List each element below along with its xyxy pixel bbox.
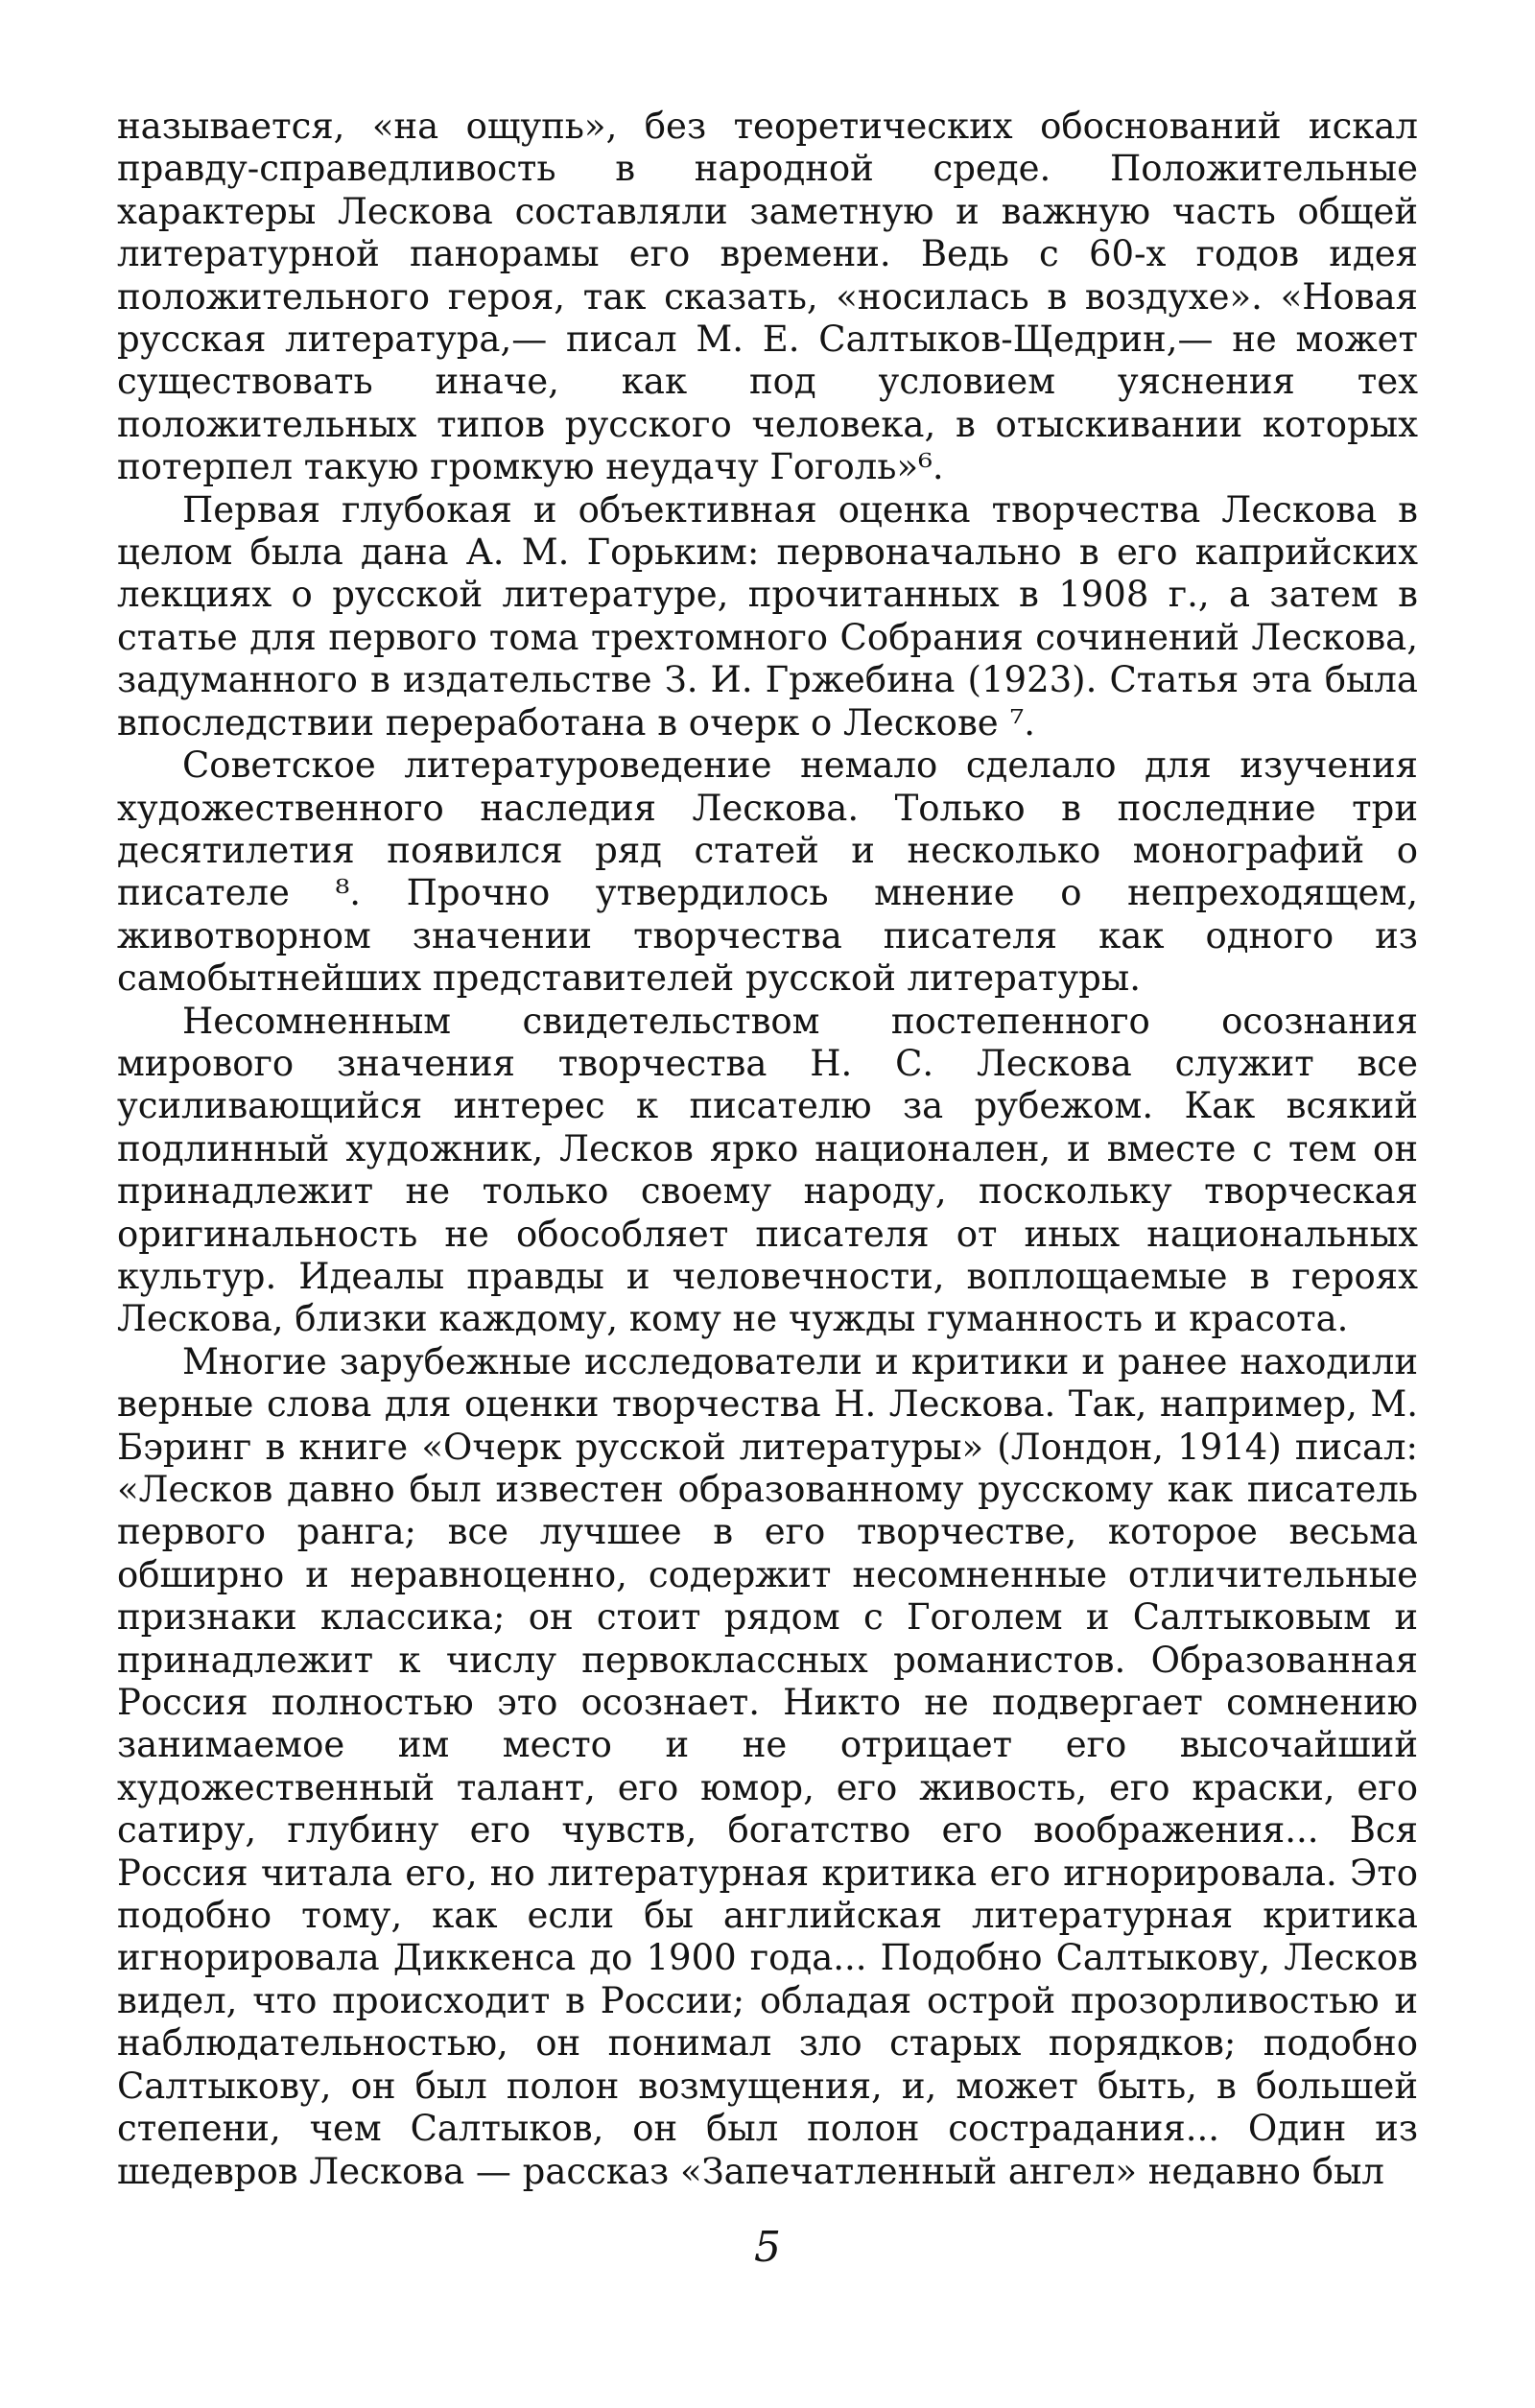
paragraph-4: Несомненным свидетельством постепенного осознания мирового значения творчества Н. С. Лескова служит все усиливающийся интерес к писателю за рубежом. Как всякий подлинный художник, Лесков ярко национален, и вместе с тем он принадлежит не только своему народу, поскольку творческая оригинальность не обособляет писателя от иных национальных культур. Идеалы правды и человечности, воплощаемые в героях Лескова, близки каждому, кому не чужды гуманность и красота. (117, 1000, 1418, 1340)
paragraph-5: Многие зарубежные исследователи и критики и ранее находили верные слова для оценки творчества Н. Лескова. Так, например, М. Бэринг в книге «Очерк русской литературы» (Лондон, 1914) писал: «Лесков давно был известен образованному русскому как писатель первого ранга; все лучшее в его творчестве, которое весьма обширно и неравноценно, содержит несомненные отличительные признаки классика; он стоит рядом с Гоголем и Салтыковым и принадлежит к числу первоклассных романистов. Образованная Россия полностью это осознает. Никто не подвергает сомнению занимаемое им место и не отрицает его высочайший художественный талант, его юмор, его живость, его краски, его сатиру, глубину его чувств, богатство его воображения... Вся Россия читала его, но литературная критика его игнорировала. Это подобно тому, как если бы английская литературная критика игнорировала Диккенса до 1900 года... Подобно Салтыкову, Лесков видел, что происходит в России; обладая острой прозорливостью и наблюдательностью, он понимал зло старых порядков; подобно Салтыкову, он был полон возмущения, и, может быть, в большей степени, чем Салтыков, он был полон сострадания... Один из шедевров Лескова — рассказ «Запечатленный ангел» недавно был (117, 1340, 1418, 2192)
page-body (117, 106, 1418, 2193)
paragraph-2: Первая глубокая и объективная оценка творчества Лескова в целом была дана А. М. Горьким: первоначально в его каприйских лекциях о русской литературе, прочитанных в 1908 г., а затем в статье для первого тома трехтомного Собрания сочинений Лескова, задуманного в издательстве З. И. Гржебина (1923). Статья эта была впоследствии переработана в очерк о Лескове ⁷. (117, 488, 1418, 744)
paragraph-3: Советское литературоведение немало сделало для изучения художественного наследия Лескова. Только в последние три десятилетия появился ряд статей и несколько монографий о писателе ⁸. Прочно утвердилось мнение о непреходящем, животворном значении творчества писателя как одного из самобытнейших представителей русской литературы. (117, 744, 1418, 1000)
paragraph-1: называется, «на ощупь», без теоретических обоснований искал правду-справедливость в народной среде. Положительные характеры Лескова составляли заметную и важную часть общей литературной панорамы его времени. Ведь с 60-х годов идея положительного героя, так сказать, «носилась в воздухе». «Новая русская литература,— писал М. Е. Салтыков-Щедрин,— не может существовать иначе, как под условием уяснения тех положительных типов русского человека, в отыскивании которых потерпел такую громкую неудачу Гоголь»⁶. (117, 106, 1418, 488)
page-number: 5 (754, 2223, 781, 2272)
